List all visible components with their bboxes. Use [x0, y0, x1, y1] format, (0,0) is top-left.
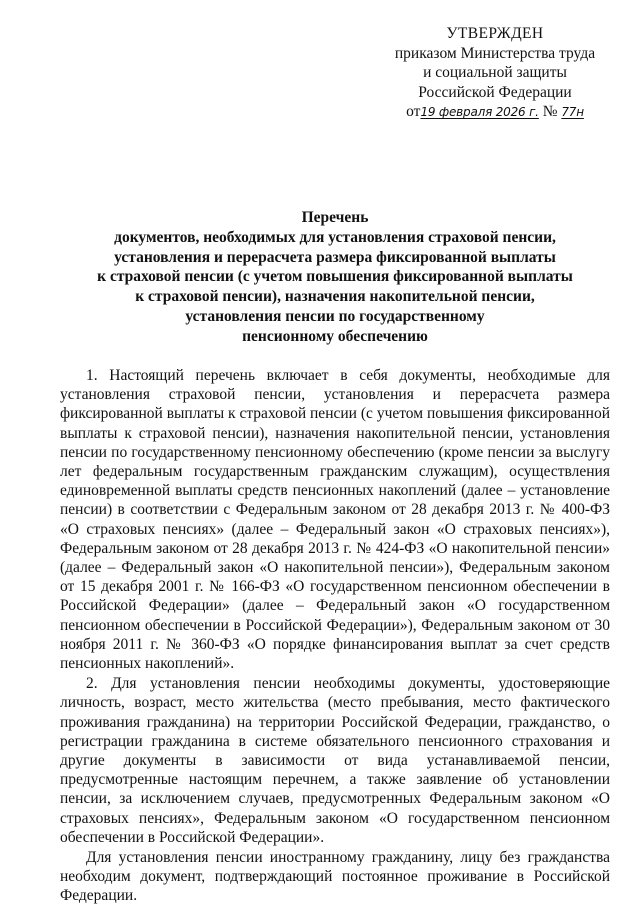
title-line-7: пенсионному обеспечению	[242, 327, 428, 345]
approval-line-ministry: приказом Министерства труда	[394, 44, 596, 62]
paragraph-2: 2. Для установления пенсии необходимы документы, удостоверяющие личность, возраст, место жительства (место пребывания, место фактического проживания гражданина) на территории Российской Федерации, гражданство, о регистрации гражданина в системе обязательного пенсионного страхования и другие документы в зависимости от вида устанавливаемой пенсии, предусмотренные настоящим перечнем, а также заявление об установлении пенсии, за исключением случаев, предусмотренных Федеральным законом «О страховых пенсиях», Федеральным законом «О государственном пенсионном обеспечении в Российской Федерации».	[60, 675, 610, 846]
document-body	[60, 366, 610, 906]
paragraph-3: Для установления пенсии иностранному гражданину, лицу без гражданства необходим документ, подтверждающий постоянное проживание в Российской Федерации.	[60, 849, 610, 905]
handwritten-number: 77н	[561, 105, 584, 119]
paragraph-1: 1. Настоящий перечень включает в себя документы, необходимые для установления страховой пенсии, установления и перерасчета размера фиксированной выплаты к страховой пенсии (с учетом повышения фиксированной выплаты к страховой пенсии), назначения накопительной пенсии, установления пенсии по государственному пенсионному обеспечению (кроме пенсии за выслугу лет федеральным государственным гражданским служащим), осуществления единовременной выплаты средств пенсионных накоплений (далее – установление пенсии) в соответствии с Федеральным законом от 28 декабря 2013 г. № 400-ФЗ «О страховых пенсиях» (далее – Федеральный закон «О страховых пенсиях»), Федеральным законом от 28 декабря 2013 г. № 424-ФЗ «О накопительной пенсии» (далее – Федеральный закон «О накопительной пенсии»), Федеральным законом от 15 декабря 2001 г. № 166-ФЗ «О государственном пенсионном обеспечении в Российской Федерации» (далее – Федеральный закон «О государственном пенсионном обеспечении в Российской Федерации»), Федеральным законом от 30 ноября 2011 г. № 360-ФЗ «О порядке финансирования выплат за счет средств пенсионных накоплений».	[60, 367, 610, 673]
approval-line-federation: Российской Федерации	[418, 83, 572, 101]
document-title	[60, 208, 610, 347]
approval-heading: УТВЕРЖДЕН	[446, 25, 544, 42]
title-line-6: установления пенсии по государственному	[185, 307, 485, 325]
title-line-5: к страховой пенсии), назначения накопительной пенсии,	[135, 288, 535, 306]
handwritten-date: 19 февраля 2026 г.	[420, 105, 539, 119]
approval-block	[380, 24, 610, 123]
approval-line-social: и социальной защиты	[423, 64, 567, 81]
title-line-2: документов, необходимых для установления страховой пенсии,	[114, 228, 556, 246]
title-line-3: установления и перерасчета размера фиксированной выплаты	[114, 248, 556, 266]
title-line-4: к страховой пенсии (с учетом повышения фиксированной выплаты	[97, 268, 573, 286]
title-line-1: Перечень	[301, 209, 369, 226]
order-date-number	[380, 102, 610, 123]
number-sign: №	[542, 103, 558, 120]
date-prefix: от	[406, 103, 421, 120]
